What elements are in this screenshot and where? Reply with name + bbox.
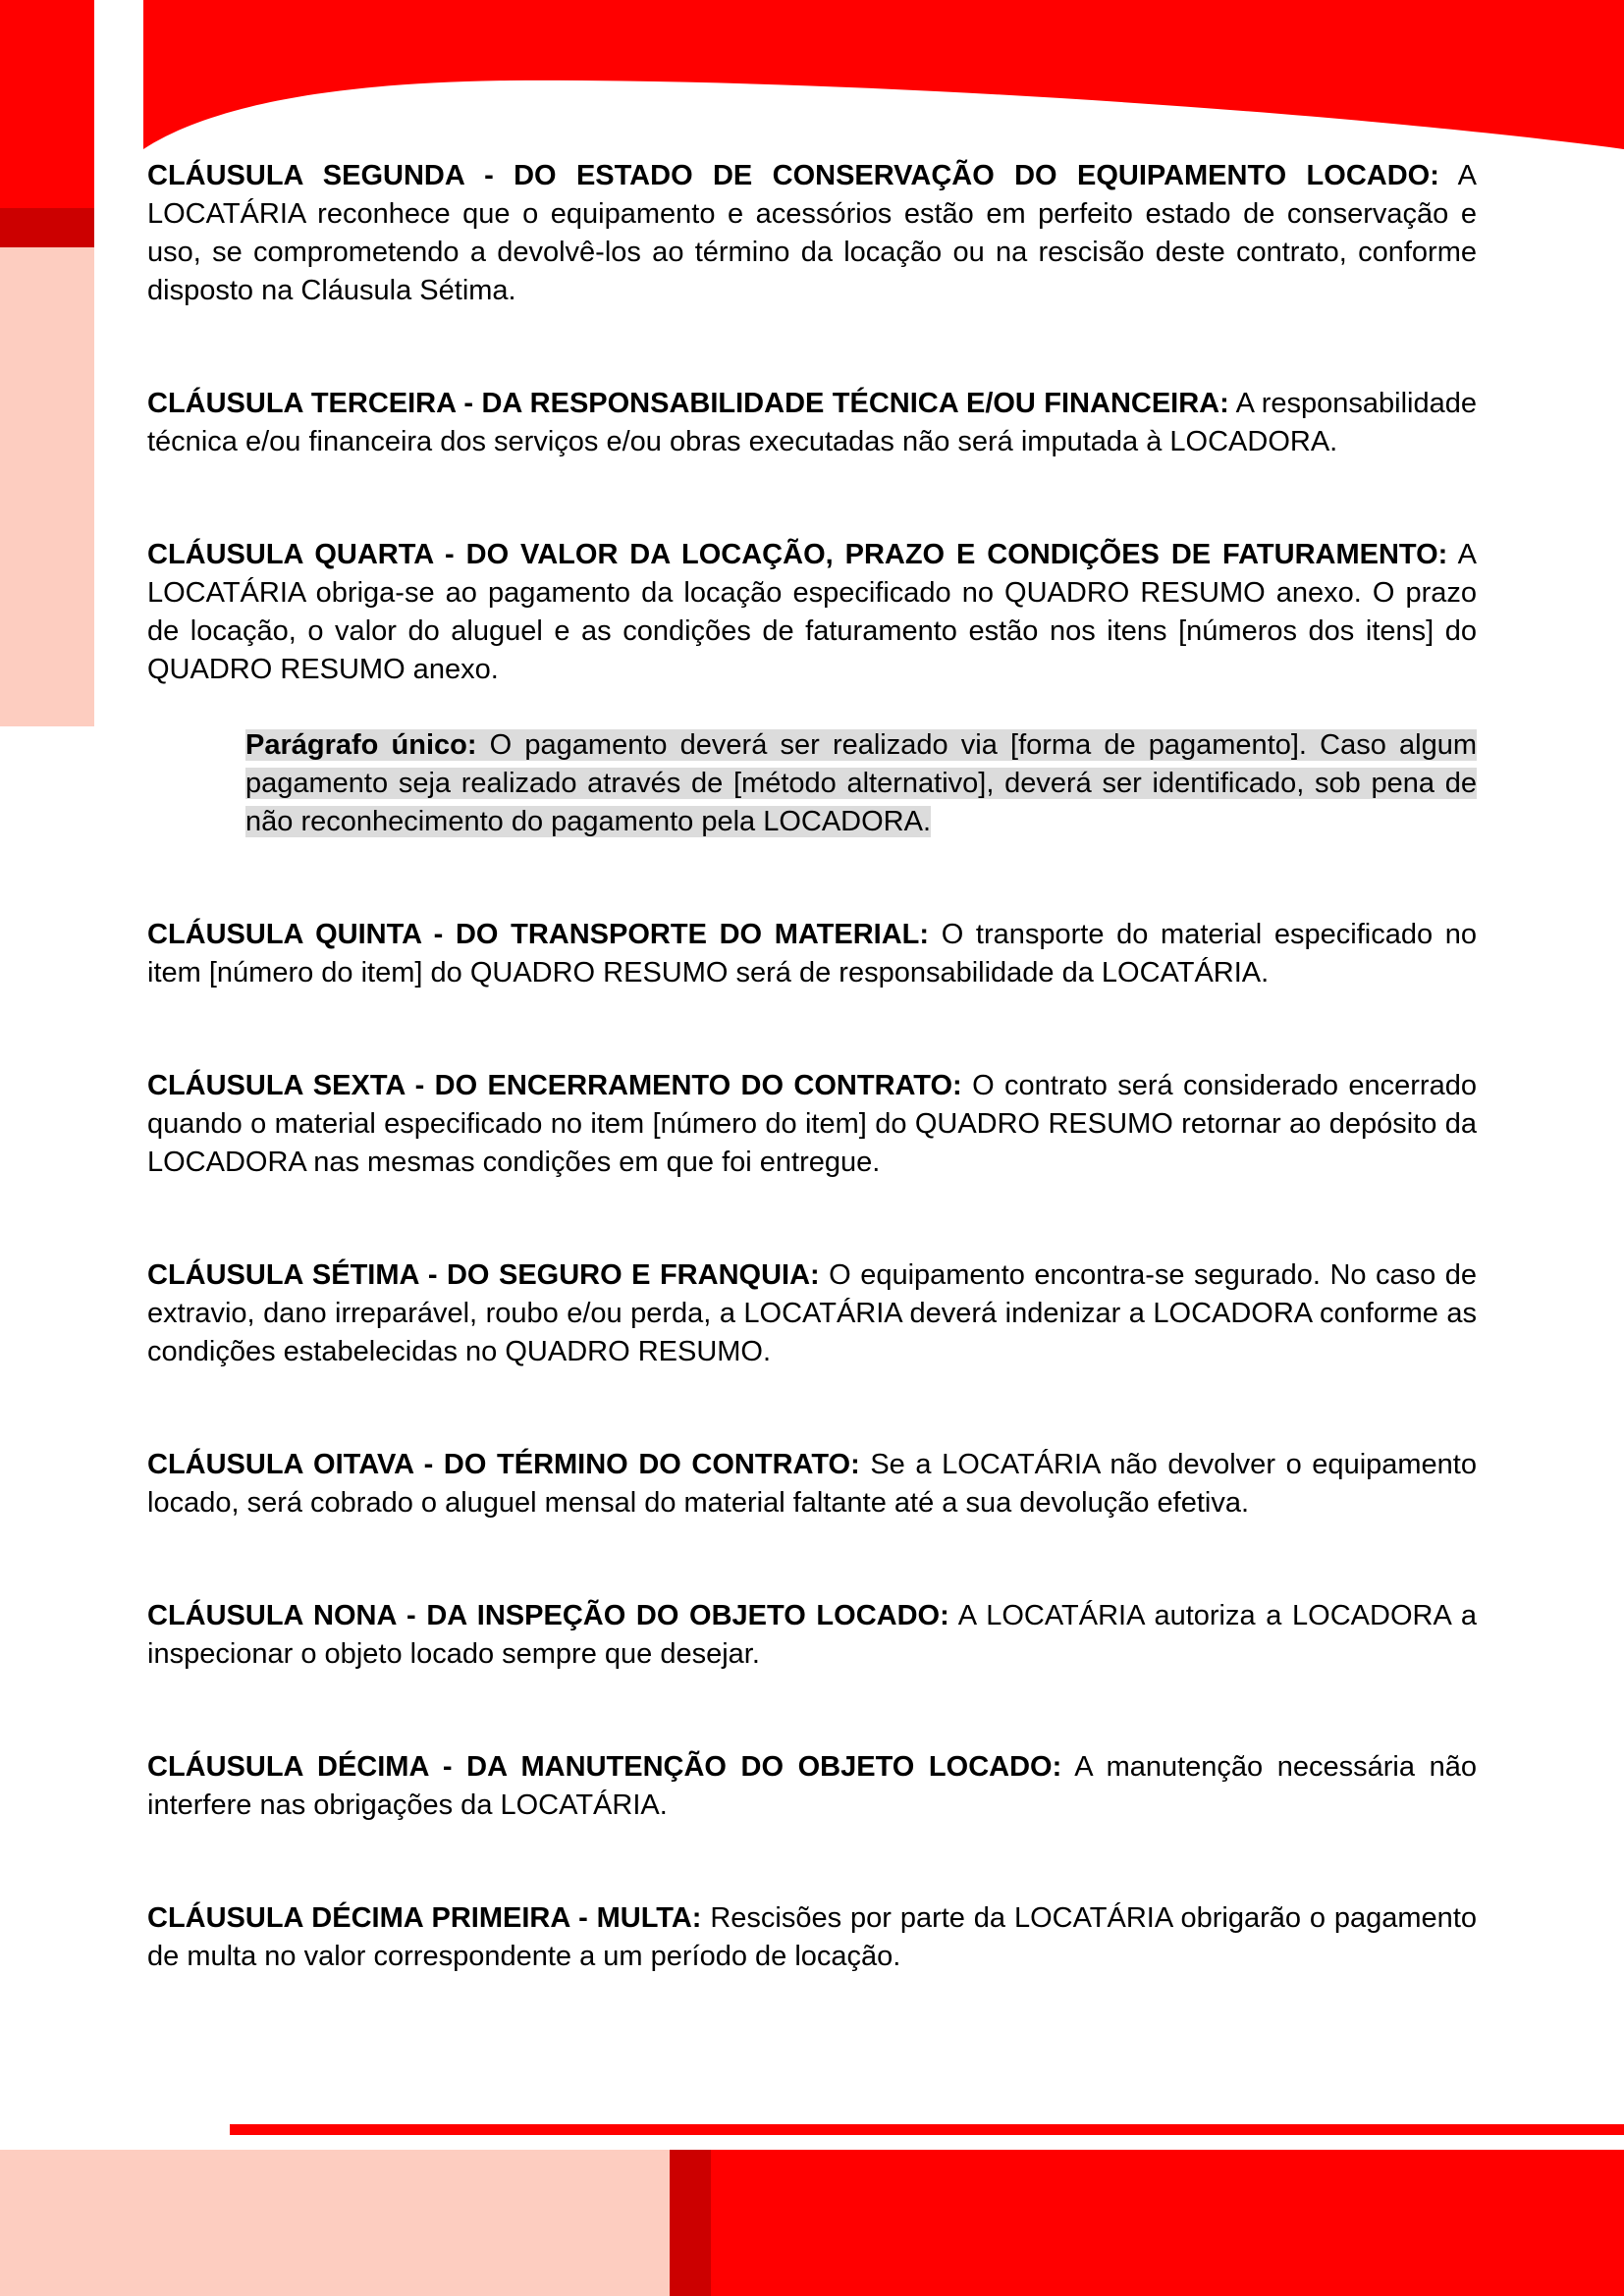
header-wave xyxy=(0,0,1624,157)
left-band-dark xyxy=(0,208,94,247)
clause-text: O contrato será considerado encerrado quando o material especificado no item [número do item] do QUADRO RESUMO retornar ao depósito da LOCADORA nas mesmas condições em que foi entregue. xyxy=(147,1070,1477,1178)
clause-text: A responsabilidade técnica e/ou financeira dos serviços e/ou obras executadas não será imputada à LOCADORA. xyxy=(147,388,1478,457)
footer-rule xyxy=(230,2124,1624,2135)
clause-decima xyxy=(147,1748,1477,1825)
clause-text: O transporte do material especificado no item [número do item] do QUADRO RESUMO será de responsabilidade da LOCATÁRIA. xyxy=(147,919,1477,988)
left-band-pink xyxy=(0,247,94,726)
clause-setima xyxy=(147,1256,1477,1371)
paragraph-heading: Parágrafo único: xyxy=(245,729,477,761)
left-band-red xyxy=(0,0,94,208)
clause-heading: CLÁUSULA NONA - DA INSPEÇÃO DO OBJETO LOCADO: xyxy=(147,1600,949,1631)
clause-heading: CLÁUSULA QUINTA - DO TRANSPORTE DO MATERIAL: xyxy=(147,919,930,950)
clause-text: A LOCATÁRIA autoriza a LOCADORA a inspecionar o objeto locado sempre que desejar. xyxy=(147,1600,1477,1670)
clause-quarta xyxy=(147,536,1477,689)
footer-band-red xyxy=(711,2150,1624,2296)
paragrafo-unico xyxy=(245,726,1477,841)
clause-heading: CLÁUSULA OITAVA - DO TÉRMINO DO CONTRATO: xyxy=(147,1449,860,1480)
paragraph-text: O pagamento deverá ser realizado via [forma de pagamento]. Caso algum pagamento seja realizado através de [método alternativo], deverá ser identificado, sob pena de não reconhecimento do pagamento pela LOCADORA. xyxy=(245,729,1477,837)
clause-text: A LOCATÁRIA reconhece que o equipamento e acessórios estão em perfeito estado de conservação e uso, se comprometendo a devolvê-los ao término da locação ou na rescisão deste contrato, conforme disposto na Cláusula Sétima. xyxy=(147,160,1477,306)
clause-text: A LOCATÁRIA obriga-se ao pagamento da locação especificado no QUADRO RESUMO anexo. O prazo de locação, o valor do aluguel e as condições de faturamento estão nos itens [números dos itens] do QUADRO RESUMO anexo. xyxy=(147,539,1477,685)
clause-text: Rescisões por parte da LOCATÁRIA obrigarão o pagamento de multa no valor correspondente a um período de locação. xyxy=(147,1902,1478,1972)
clause-text: Se a LOCATÁRIA não devolver o equipamento locado, será cobrado o aluguel mensal do material faltante até a sua devolução efetiva. xyxy=(147,1449,1477,1519)
clause-heading: CLÁUSULA SEXTA - DO ENCERRAMENTO DO CONTRATO: xyxy=(147,1070,962,1101)
clause-heading: CLÁUSULA QUARTA - DO VALOR DA LOCAÇÃO, PRAZO E CONDIÇÕES DE FATURAMENTO: xyxy=(147,539,1448,570)
clause-heading: CLÁUSULA DÉCIMA PRIMEIRA - MULTA: xyxy=(147,1902,702,1934)
clause-heading: CLÁUSULA TERCEIRA - DA RESPONSABILIDADE TÉCNICA E/OU FINANCEIRA: xyxy=(147,388,1229,419)
clause-oitava xyxy=(147,1446,1477,1522)
clause-heading: CLÁUSULA SEGUNDA - DO ESTADO DE CONSERVAÇÃO DO EQUIPAMENTO LOCADO: xyxy=(147,160,1439,191)
footer-band-pink xyxy=(0,2150,670,2296)
clause-decima-primeira xyxy=(147,1899,1477,1976)
clause-segunda xyxy=(147,157,1477,310)
clause-nona xyxy=(147,1597,1477,1674)
contract-body xyxy=(147,157,1477,1976)
clause-heading: CLÁUSULA SÉTIMA - DO SEGURO E FRANQUIA: xyxy=(147,1259,820,1291)
clause-terceira xyxy=(147,385,1477,461)
clause-text: A manutenção necessária não interfere nas obrigações da LOCATÁRIA. xyxy=(147,1751,1477,1821)
clause-quinta xyxy=(147,916,1477,992)
clause-heading: CLÁUSULA DÉCIMA - DA MANUTENÇÃO DO OBJETO LOCADO: xyxy=(147,1751,1062,1783)
clause-sexta xyxy=(147,1067,1477,1182)
clause-text: O equipamento encontra-se segurado. No caso de extravio, dano irreparável, roubo e/ou perda, a LOCATÁRIA deverá indenizar a LOCADORA conforme as condições estabelecidas no QUADRO RESUMO. xyxy=(147,1259,1477,1367)
footer-band-dark xyxy=(670,2150,711,2296)
